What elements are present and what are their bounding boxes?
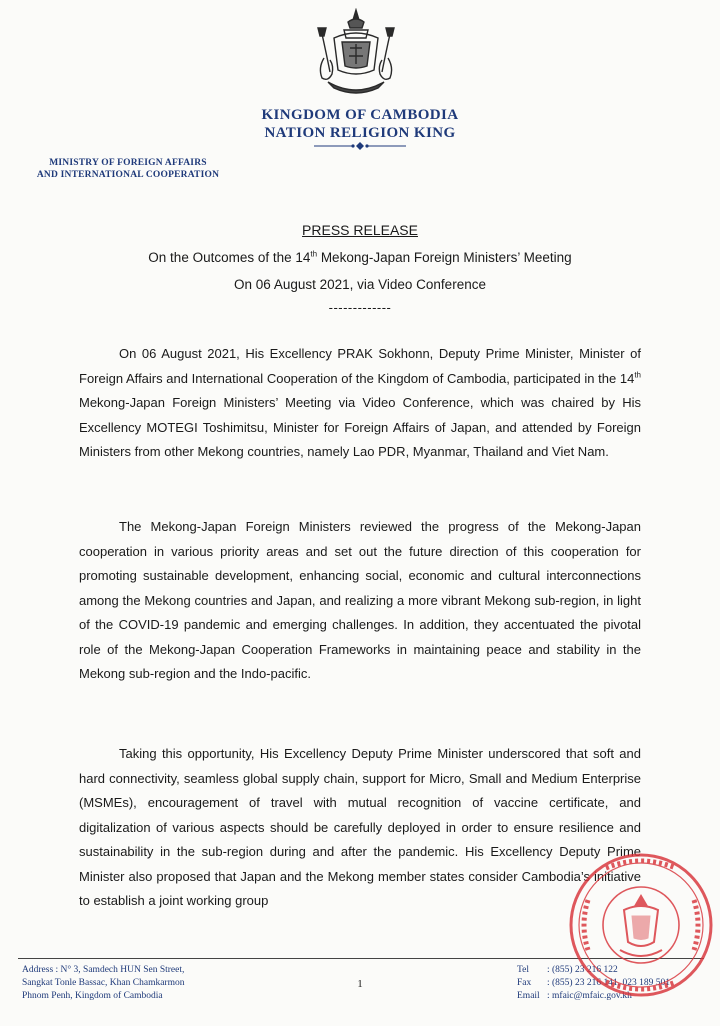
subtitle-text-a: On the Outcomes of the 14 (148, 250, 311, 265)
national-motto: NATION RELIGION KING (264, 125, 456, 141)
p1-ordinal: th (634, 370, 641, 380)
tel-value: : (855) 23 216 122 (547, 965, 618, 975)
address-line-2: Sangkat Tonle Bassac, Khan Chamkarmon (22, 978, 185, 988)
press-release-title: PRESS RELEASE (302, 222, 418, 238)
paragraph-3: Taking this opportunity, His Excellency Deputy Prime Minister underscored that soft and hard connectivity, seamless global supply chain, support for Micro, Small and Medium Enterprise (MSMEs), encouragement of travel with mutual recognition of vaccine certificate, and digitalization of various aspects should be carefully deployed in order to ensure resilience and sustainability in the sub-region during and after the pandemic. His Excellency Deputy Prime Minister also proposed that Japan and the Mekong member states consider Cambodia’s initiative to establish a joint working group (79, 746, 641, 908)
press-release-date-line: On 06 August 2021, via Video Conference (234, 277, 486, 292)
page-number: 1 (357, 978, 363, 990)
kingdom-heading (230, 106, 490, 142)
footer-address (22, 964, 252, 1003)
ministry-line-1: MINISTRY OF FOREIGN AFFAIRS (49, 158, 207, 168)
paragraph-1 (79, 342, 641, 465)
royal-coat-of-arms-emblem (304, 8, 408, 96)
email-label: Email (517, 991, 540, 1001)
fax-value: : (855) 23 216 141, 023 189 501 (547, 978, 670, 988)
ornament-divider-icon (312, 142, 408, 150)
fax-label: Fax (517, 978, 532, 988)
email-value: : mfaic@mfaic.gov.kh (547, 991, 632, 1001)
p1-text-a: On 06 August 2021, His Excellency PRAK Sokhonn, Deputy Prime Minister, Minister of Foreign Affairs and International Cooperation of the Kingdom of Cambodia, participated in the 14 (79, 346, 641, 386)
separator-dashes: ------------- (328, 300, 392, 315)
address-line-3: Phnom Penh, Kingdom of Cambodia (22, 991, 163, 1001)
p1-text-b: Mekong-Japan Foreign Ministers’ Meeting via Video Conference, which was chaired by His Excellency MOTEGI Toshimitsu, Minister for Foreign Affairs of Japan, and attended by Foreign Ministers from other Mekong countries, namely Lao PDR, Myanmar, Thailand and Viet Nam. (79, 395, 641, 459)
subtitle-ordinal: th (310, 249, 318, 259)
paragraph-2: The Mekong-Japan Foreign Ministers reviewed the progress of the Mekong-Japan cooperation in various priority areas and set out the future direction of this cooperation for promoting sustainable development, enhancing social, economic and cultural interconnections among the Mekong countries and Japan, and realizing a more vibrant Mekong sub-region, in light of the COVID-19 pandemic and emerging challenges. In addition, they accentuated the pivotal role of the Mekong-Japan Cooperation Frameworks in maintaining peace and stability in the Mekong sub-region and the Indo-pacific. (79, 519, 641, 681)
ministry-heading (18, 157, 238, 181)
tel-label: Tel (517, 965, 529, 975)
ministry-line-2: AND INTERNATIONAL COOPERATION (36, 170, 220, 180)
press-release-subtitle (0, 250, 720, 265)
subtitle-text-b: Mekong-Japan Foreign Ministers’ Meeting (317, 250, 572, 265)
kingdom-title: KINGDOM OF CAMBODIA (261, 107, 459, 123)
official-seal-stamp-icon (566, 850, 716, 1000)
address-line-1: Address : N° 3, Samdech HUN Sen Street, (22, 965, 185, 975)
